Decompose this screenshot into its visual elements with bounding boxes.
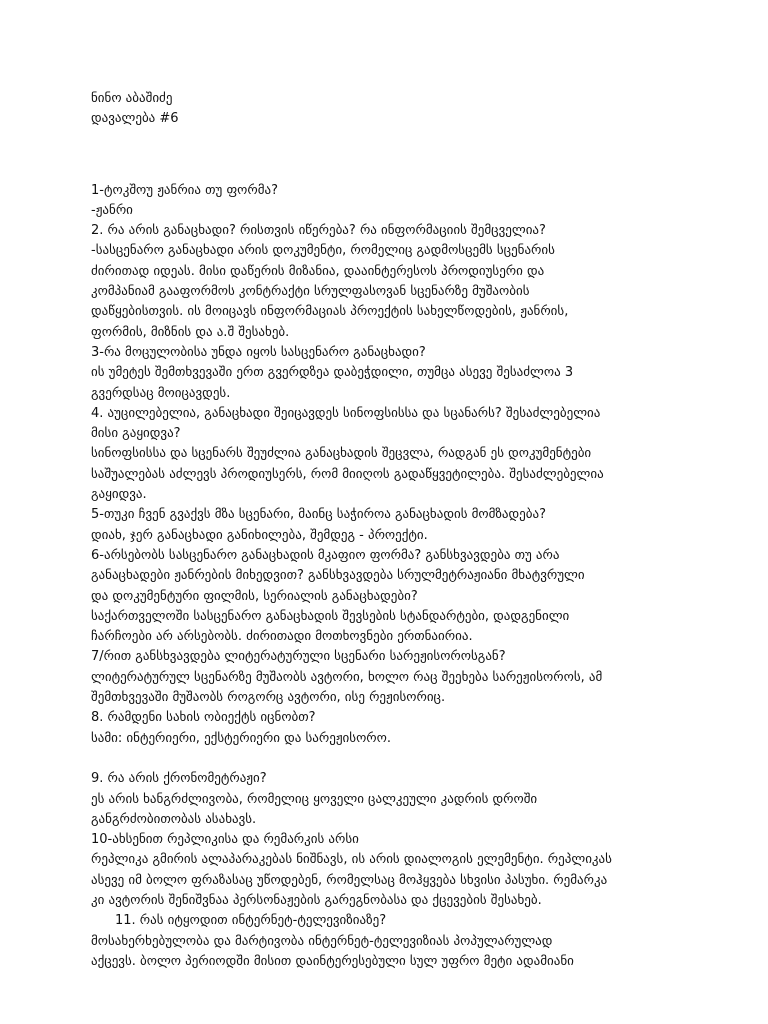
answer-line: ლიტერატურულ სცენარზე მუშაობს ავტორი, ხოლო რაც შეეხება სარეჟისოროს, ამ	[91, 669, 603, 685]
question-line: მისი გაყიდვა?	[91, 426, 181, 442]
answer-line: ეს არის ხანგრძლივობა, რომელიც ყოველი ცალკეული კადრის დროში	[91, 791, 538, 807]
assignment-title: დავალება #6	[91, 111, 179, 127]
answer-line: მოსახერხებულობა და მარტივობა ინტერნეტ-ტელევიზიას პოპულარულად	[91, 933, 553, 949]
question-line: 4. აუცილებელია, განაცხადი შეიცავდეს სინოფსისსა და სცანარს? შესაძლებელია	[91, 405, 601, 421]
question-line: 2. რა არის განაცხადი? რისთვის იწერება? რა ინფორმაციის შემცველია?	[91, 223, 546, 239]
answer-line: საშუალებას აძლევს პროდიუსერს, რომ მიიღოს გადაწყვეტილება. შესაძლებელია	[91, 466, 604, 482]
answer-line: დიახ, ჯერ განაცხადი განიხილება, შემდეგ - პროექტი.	[91, 527, 428, 543]
question-line: 9. რა არის ქრონომეტრაჟი?	[91, 771, 267, 787]
header-spacer	[91, 130, 727, 181]
answer-line: ჩარჩოები არ არსებობს. ძირითადი მოთხოვნები ერთნაირია.	[91, 629, 473, 645]
answer-line: გაყიდვა.	[91, 487, 147, 503]
answer-line: ძირითად იდეას. მისი დაწერის მიზანია, დააინტერესოს პროდიუსერი და	[91, 263, 545, 279]
question-line: 8. რამდენი სახის ობიექტს იცნობთ?	[91, 710, 316, 726]
document-page	[91, 89, 727, 972]
answer-line: ის უმეტეს შემთხვევაში ერთ გვერდზეა დაბეჭდილი, თუმცა ასევე შესაძლოა 3	[91, 365, 574, 381]
answer-line: აქცევს. ბოლო პერიოდში მისით დაინტერესებული სულ უფრო მეტი ადამიანი	[91, 953, 574, 969]
answer-line: რეპლიკა გმირის ალაპარაკებას ნიშნავს, ის არის დიალოგის ელემენტი. რეპლიკას	[91, 852, 612, 868]
answer-line: კომპანიამ გააფორმოს კონტრაქტი სრულფასოვან სცენარზე მუშაობის	[91, 284, 530, 300]
answer-line: განგრძობითობას ასახავს.	[91, 811, 257, 827]
answer-line: -ჟანრი	[91, 202, 133, 218]
answer-line: სინოფსისსა და სცენარს შეუძლია განაცხადის შეცვლა, რადგან ეს დოკუმენტები	[91, 446, 592, 462]
question-line: 5-თუკი ჩვენ გვაქვს მზა სცენარი, მაინც საჭიროა განაცხადის მომზადება?	[91, 507, 546, 523]
answer-line: დაწყებისთვის. ის მოიცავს ინფორმაციას პროექტის სახელწოდების, ჟანრის,	[91, 304, 569, 320]
answer-line: ფორმის, მიზნის და ა.შ შესახებ.	[91, 324, 290, 340]
blank-line	[91, 749, 727, 769]
answer-line: შემთხვევაში მუშაობს როგორც ავტორი, ისე რეჟისორიც.	[91, 690, 446, 706]
question-line: 10-ახსენით რეპლიკისა და რემარკის არსი	[91, 832, 359, 848]
question-line: 6-არსებობს სასცენარო განაცხადის მკაფიო ფორმა? განსხვავდება თუ არა	[91, 547, 560, 563]
question-line: 3-რა მოცულობისა უნდა იყოს სასცენარო განაცხადი?	[91, 344, 426, 360]
document-header	[91, 89, 727, 130]
question-line: და დოკუმენტური ფილმის, სერიალის განაცხადები?	[91, 588, 418, 604]
answer-line: -სასცენარო განაცხადი არის დოკუმენტი, რომელიც გადმოსცემს სცენარის	[91, 243, 555, 259]
answer-line: ასევე იმ ბოლო ფრაზასაც უწოდებენ, რომელსაც მოჰყვება სხვისი პასუხი. რემარკა	[91, 872, 608, 888]
question-line: განაცხადები ჟანრების მიხედვით? განსხვავდება სრულმეტრაჟიანი მხატვრული	[91, 568, 585, 584]
question-line: 1-ტოკშოუ ჟანრია თუ ფორმა?	[91, 182, 279, 198]
answer-line: სამი: ინტერიერი, ექსტერიერი და სარეჟისორო.	[91, 730, 391, 746]
author-name: ნინო აბაშიძე	[91, 91, 173, 106]
answer-line: გვერდსაც მოიცავდეს.	[91, 385, 231, 401]
question-line: 11. რას იტყოდით ინტერნეტ-ტელევიზიაზე?	[115, 913, 387, 929]
answer-line: კი ავტორის შენიშვნაა პერსონაჟების გარეგნობასა და ქცევების შესახებ.	[91, 892, 542, 908]
qa-body	[91, 181, 727, 973]
answer-line: საქართველოში სასცენარო განაცხადის შევსების სტანდარტები, დადგენილი	[91, 608, 570, 624]
question-line: 7/რით განსხვავდება ლიტერატურული სცენარი სარეჟისოროსგან?	[91, 649, 506, 665]
